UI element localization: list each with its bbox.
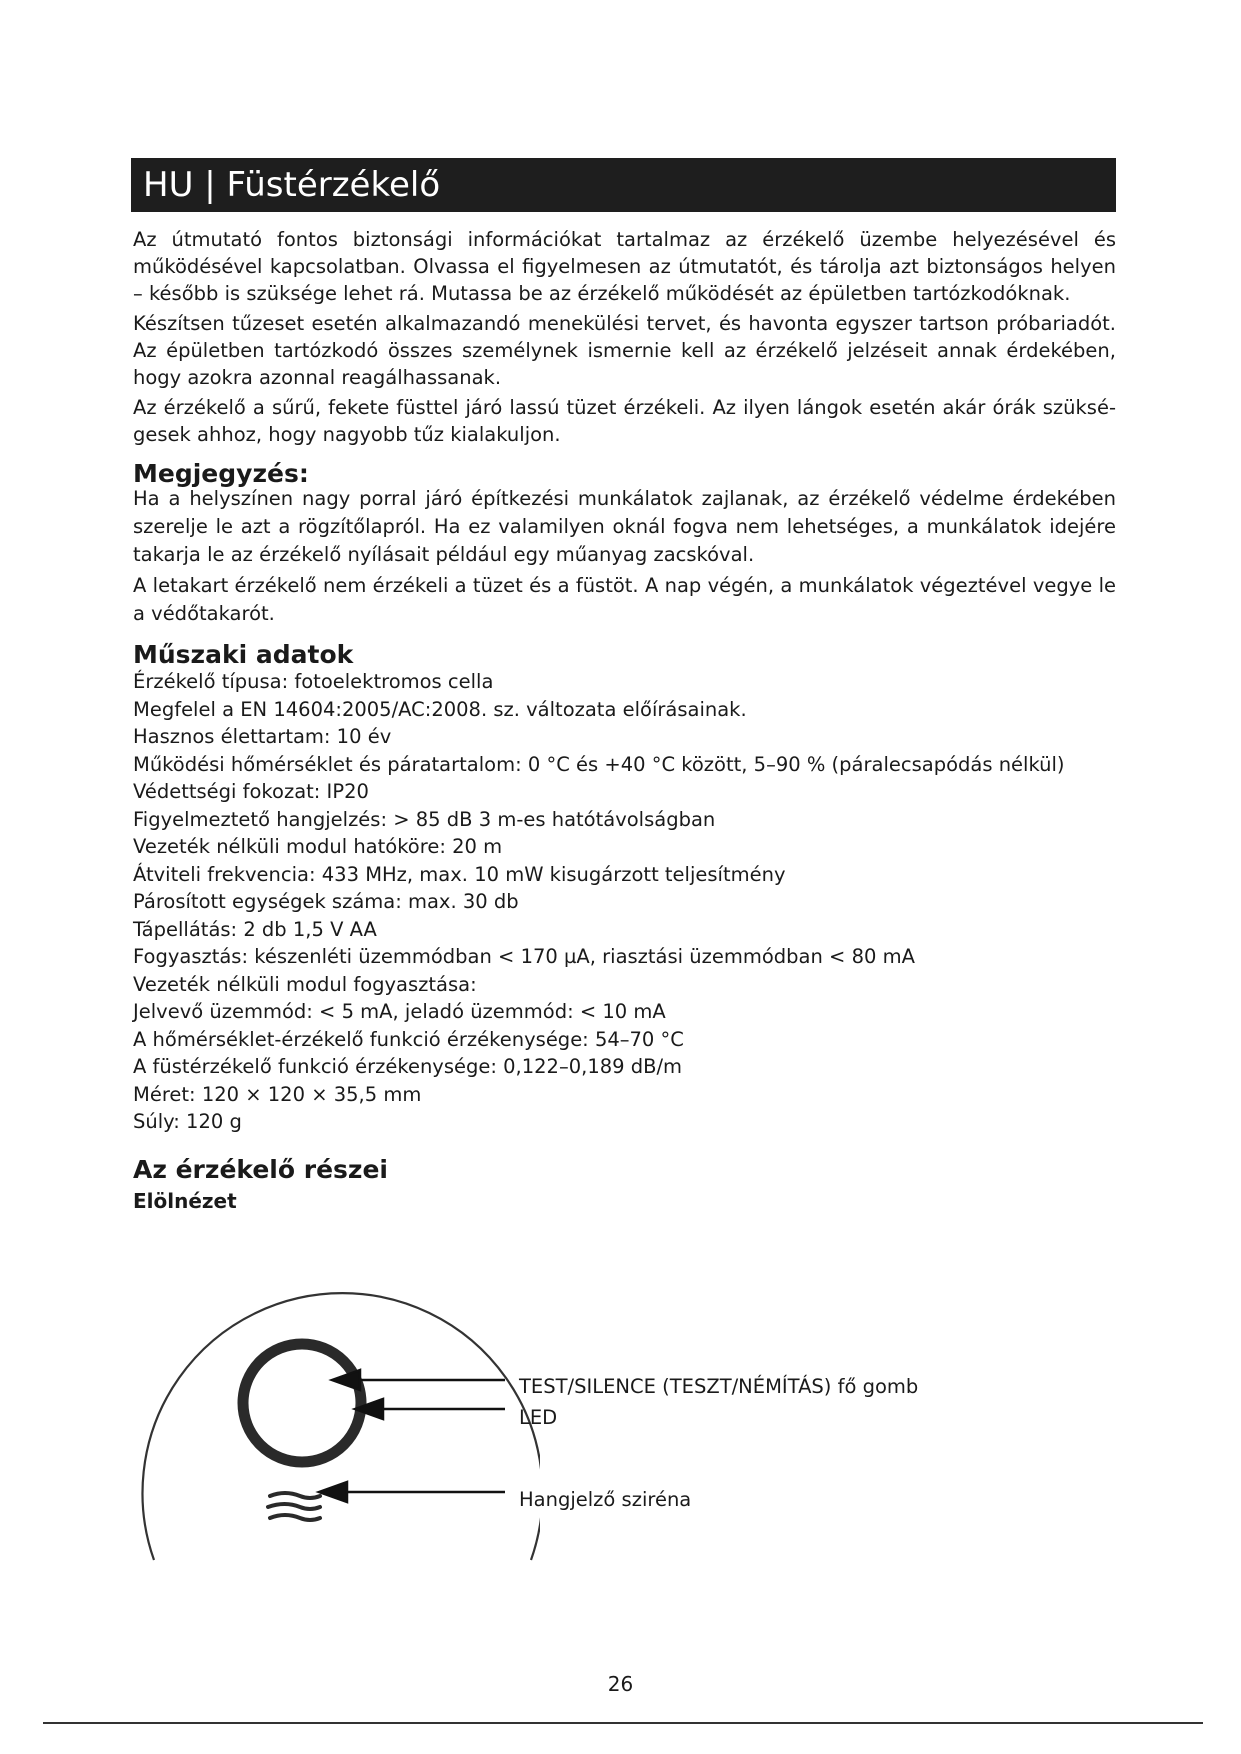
note-paragraph: A letakart érzékelő nem érzékeli a tüzet és a füstöt. A nap végén, a munkálatok végeztével vegye le a védőtakarót.: [133, 574, 1116, 625]
test-silence-button-ring: [243, 1344, 361, 1462]
callout-siren: Hangjelző sziréna: [519, 1488, 692, 1511]
spec-line: A hőmérséklet-érzékelő funkció érzékenysége: 54–70 °C: [133, 1027, 684, 1051]
spec-line: Vezeték nélküli modul hatóköre: 20 m: [133, 835, 503, 858]
footer-divider: [43, 1722, 1203, 1724]
spec-list: [133, 668, 1065, 1136]
page-number: 26: [607, 1672, 634, 1696]
spec-line: Működési hőmérséklet és páratartalom: 0 °C és +40 °C között, 5–90 % (páralecsapódás nélkül): [133, 752, 1065, 776]
page-title: HU | Füstérzékelő: [131, 158, 1116, 212]
spec-line: Védettségi fokozat: IP20: [133, 780, 369, 803]
intro-paragraph: Az érzékelő a sűrű, fekete füsttel járó lassú tüzet érzékeli. Az ilyen lángok esetén akár órák szükségesek ahhoz, hogy nagyobb tűz kialakuljon.: [133, 396, 1116, 446]
note-heading: Megjegyzés:: [133, 459, 309, 488]
siren-grille-icon: [268, 1493, 320, 1520]
spec-line: Vezeték nélküli modul fogyasztása:: [133, 972, 477, 996]
spec-line: A füstérzékelő funkció érzékenysége: 0,122–0,189 dB/m: [133, 1055, 683, 1078]
note-paragraph: Ha a helyszínen nagy porral járó építkezési munkálatok zajlanak, az érzékelő védelme érdekében szerelje le azt a rögzítőlapról. Ha ez valamilyen oknál fogva nem lehetséges, a munkálatok idejére takarja le az érzékelő nyílásait például egy műanyag zacskóval.: [133, 487, 1116, 566]
spec-line: Fogyasztás: készenléti üzemmódban < 170 µA, riasztási üzemmódban < 80 mA: [133, 945, 915, 968]
spec-line: Hasznos élettartam: 10 év: [133, 725, 392, 748]
spec-line: Méret: 120 × 120 × 35,5 mm: [133, 1082, 422, 1106]
spec-line: Párosított egységek száma: max. 30 db: [133, 890, 519, 913]
front-view-subheading: Elölnézet: [133, 1189, 237, 1213]
spec-line: Megfelel a EN 14604:2005/AC:2008. sz. változata előírásainak.: [133, 697, 747, 721]
intro-section: [133, 226, 1116, 451]
spec-line: Súly: 120 g: [133, 1110, 242, 1133]
callout-led: LED: [519, 1406, 558, 1429]
parts-heading: Az érzékelő részei: [133, 1155, 388, 1184]
specs-heading: Műszaki adatok: [133, 640, 354, 669]
spec-line: Tápellátás: 2 db 1,5 V AA: [133, 917, 377, 941]
spec-line: Érzékelő típusa: fotoelektromos cella: [133, 670, 494, 693]
spec-line: Átviteli frekvencia: 433 MHz, max. 10 mW kisugárzott teljesítmény: [133, 862, 786, 886]
spec-line: Jelvevő üzemmód: < 5 mA, jeladó üzemmód: < 10 mA: [133, 1000, 666, 1023]
spec-line: Figyelmeztető hangjelzés: > 85 dB 3 m-es hatótávolságban: [133, 807, 716, 831]
intro-paragraph: Készítsen tűzeset esetén alkalmazandó menekülési tervet, és havonta egyszer tartson próbariadót. Az épületben tartózkodó összes személynek ismernie kell az érzékelő jelzéseit annak érdekében, hogy azokra azonnal reagálhassanak.: [133, 312, 1116, 389]
intro-paragraph: Az útmutató fontos biztonsági információkat tartalmaz az érzékelő üzembe helyezésével és működésével kapcsolatban. Olvassa el figyelmesen az útmutatót, és tárolja azt biztonságos helyen – később is szüksége lehet rá. Mutassa be az érzékelő működését az épületben tartózkodóknak.: [133, 228, 1116, 305]
callout-test-silence-button: TEST/SILENCE (TESZT/NÉMÍTÁS) fő gomb: [519, 1375, 919, 1398]
detector-front-view-diagram: [120, 1210, 540, 1650]
note-section: [133, 485, 1116, 631]
